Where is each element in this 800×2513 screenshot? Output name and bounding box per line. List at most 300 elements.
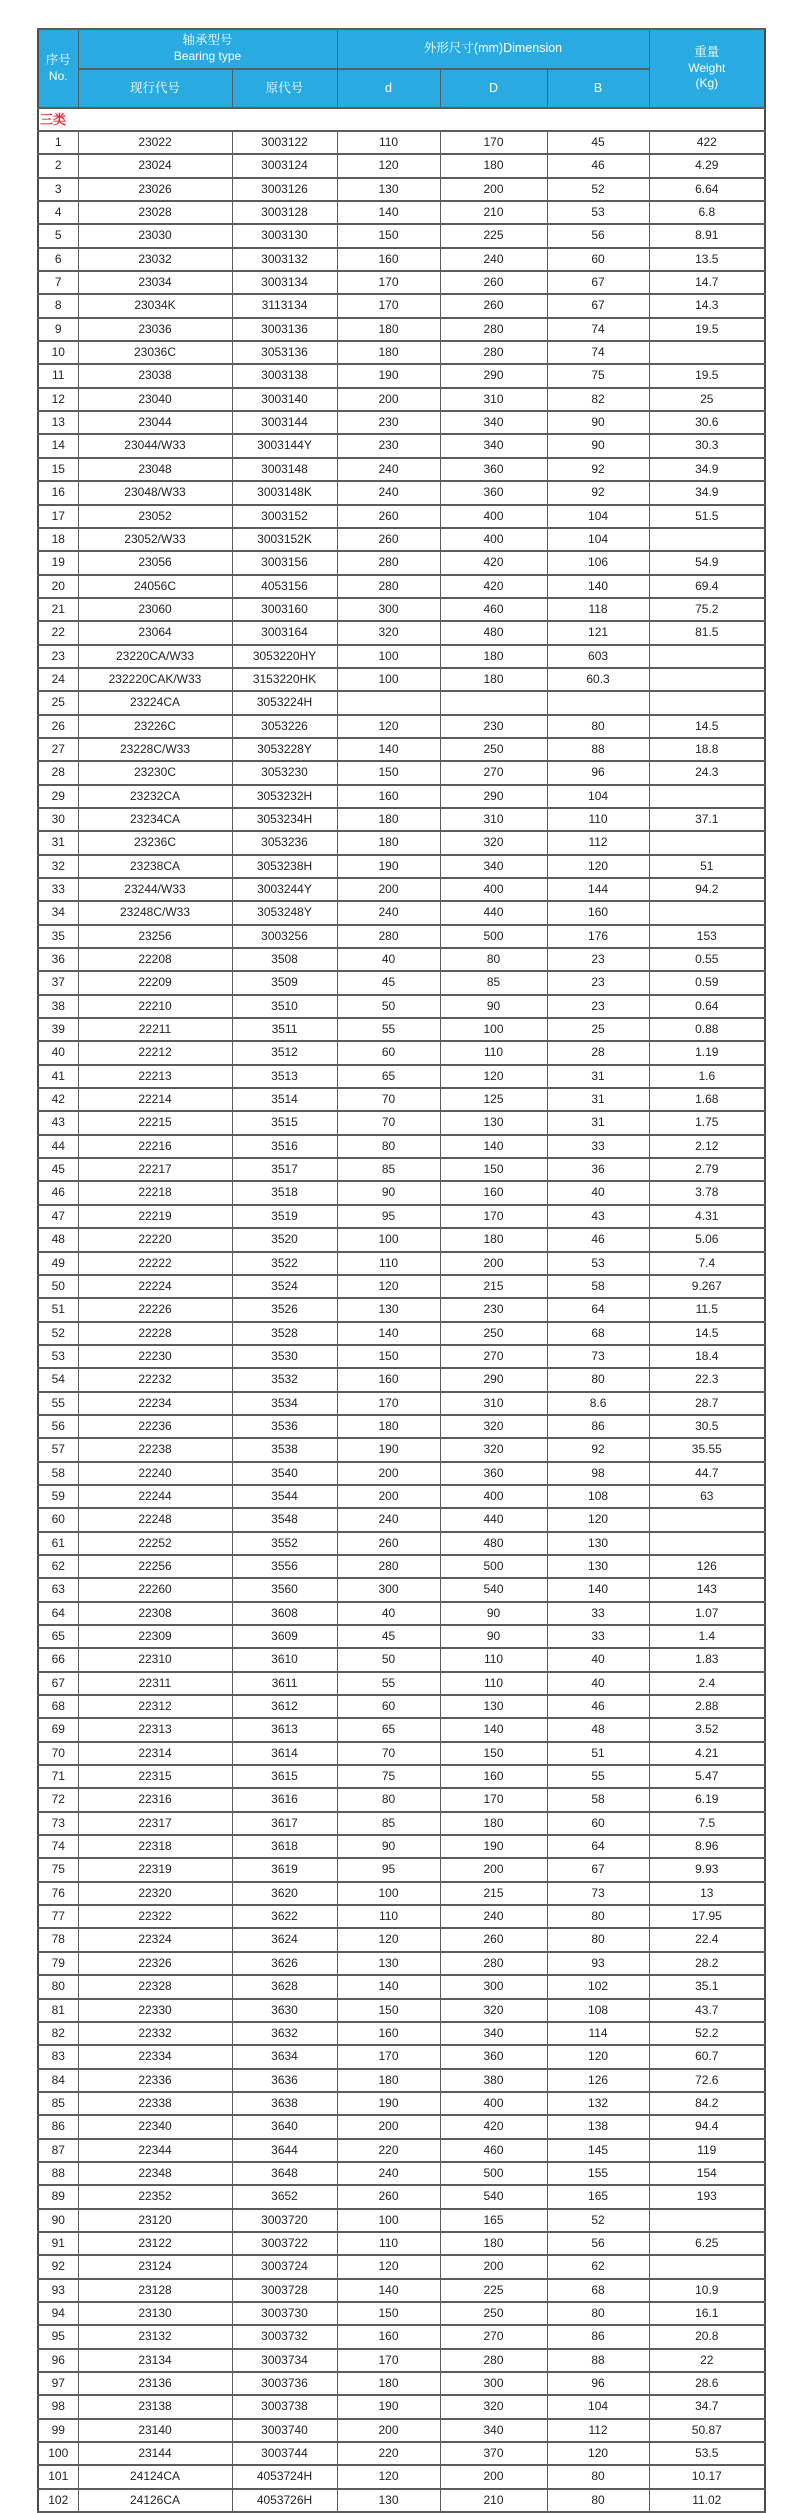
cell-original-code: 3053230 <box>232 761 337 784</box>
cell-weight: 24.3 <box>649 761 765 784</box>
cell-original-code: 3510 <box>232 995 337 1018</box>
cell-D: 310 <box>440 388 547 411</box>
table-row <box>38 411 765 434</box>
cell-no: 91 <box>38 2232 78 2255</box>
table-row <box>38 2302 765 2325</box>
cell-B: 8.6 <box>547 1392 649 1415</box>
table-body <box>38 108 765 2512</box>
cell-original-code: 3053232H <box>232 785 337 808</box>
table-row <box>38 1742 765 1765</box>
cell-B: 56 <box>547 2232 649 2255</box>
table-row <box>38 341 765 364</box>
cell-D: 310 <box>440 808 547 831</box>
table-row <box>38 2185 765 2208</box>
cell-weight: 4.31 <box>649 1205 765 1228</box>
cell-D: 110 <box>440 1672 547 1695</box>
cell-original-code: 3003720 <box>232 2209 337 2232</box>
cell-D: 360 <box>440 1462 547 1485</box>
cell-no: 11 <box>38 364 78 387</box>
cell-d: 100 <box>337 668 440 691</box>
cell-D: 320 <box>440 1438 547 1461</box>
cell-no: 75 <box>38 1858 78 1881</box>
header-weight-zh: 重量 <box>694 45 720 60</box>
cell-weight <box>649 645 765 668</box>
cell-no: 69 <box>38 1718 78 1741</box>
header-no <box>38 29 78 108</box>
cell-current-code: 23244/W33 <box>78 878 232 901</box>
header-B: B <box>547 69 649 108</box>
cell-no: 101 <box>38 2465 78 2488</box>
cell-d: 140 <box>337 1322 440 1345</box>
cell-D: 90 <box>440 995 547 1018</box>
cell-B: 80 <box>547 715 649 738</box>
table-row <box>38 1788 765 1811</box>
cell-D: 250 <box>440 2302 547 2325</box>
cell-original-code: 3548 <box>232 1508 337 1531</box>
cell-B: 31 <box>547 1111 649 1134</box>
cell-current-code: 22209 <box>78 971 232 994</box>
cell-D: 500 <box>440 925 547 948</box>
cell-no: 51 <box>38 1298 78 1321</box>
cell-weight: 2.4 <box>649 1672 765 1695</box>
cell-d: 170 <box>337 2349 440 2372</box>
cell-original-code: 3638 <box>232 2092 337 2115</box>
cell-original-code: 3528 <box>232 1322 337 1345</box>
cell-original-code: 3003734 <box>232 2349 337 2372</box>
cell-B: 80 <box>547 2489 649 2512</box>
cell-B: 60.3 <box>547 668 649 691</box>
cell-current-code: 24056C <box>78 575 232 598</box>
cell-original-code: 3003740 <box>232 2419 337 2442</box>
table-row <box>38 1928 765 1951</box>
cell-D: 210 <box>440 2489 547 2512</box>
table-row <box>38 178 765 201</box>
cell-current-code: 23124 <box>78 2255 232 2278</box>
cell-no: 100 <box>38 2442 78 2465</box>
table-row <box>38 271 765 294</box>
cell-weight: 28.6 <box>649 2372 765 2395</box>
cell-current-code: 22216 <box>78 1135 232 1158</box>
cell-d: 150 <box>337 224 440 247</box>
cell-current-code: 22311 <box>78 1672 232 1695</box>
cell-D: 400 <box>440 1485 547 1508</box>
cell-D: 100 <box>440 1018 547 1041</box>
cell-D: 250 <box>440 1322 547 1345</box>
cell-current-code: 22208 <box>78 948 232 971</box>
cell-B: 93 <box>547 1952 649 1975</box>
cell-original-code: 3515 <box>232 1111 337 1134</box>
table-row <box>38 1555 765 1578</box>
cell-D: 320 <box>440 2395 547 2418</box>
cell-original-code: 3003156 <box>232 551 337 574</box>
cell-D: 340 <box>440 411 547 434</box>
cell-d: 140 <box>337 1975 440 1998</box>
cell-weight: 52.2 <box>649 2022 765 2045</box>
cell-weight: 81.5 <box>649 621 765 644</box>
table-row <box>38 1065 765 1088</box>
cell-weight: 2.88 <box>649 1695 765 1718</box>
cell-D: 125 <box>440 1088 547 1111</box>
table-row <box>38 971 765 994</box>
cell-current-code: 23048/W33 <box>78 481 232 504</box>
cell-no: 94 <box>38 2302 78 2325</box>
cell-D: 240 <box>440 1905 547 1928</box>
cell-B: 96 <box>547 761 649 784</box>
cell-D: 370 <box>440 2442 547 2465</box>
cell-d: 95 <box>337 1205 440 1228</box>
cell-B: 46 <box>547 154 649 177</box>
cell-B: 74 <box>547 341 649 364</box>
cell-d: 160 <box>337 248 440 271</box>
cell-current-code: 22213 <box>78 1065 232 1088</box>
cell-weight: 14.5 <box>649 715 765 738</box>
cell-weight: 119 <box>649 2139 765 2162</box>
cell-original-code: 3518 <box>232 1181 337 1204</box>
cell-B: 80 <box>547 2302 649 2325</box>
cell-current-code: 22240 <box>78 1462 232 1485</box>
table-row <box>38 1438 765 1461</box>
cell-no: 66 <box>38 1648 78 1671</box>
cell-B: 92 <box>547 481 649 504</box>
cell-weight: 17.95 <box>649 1905 765 1928</box>
cell-B: 80 <box>547 1368 649 1391</box>
cell-B: 165 <box>547 2185 649 2208</box>
cell-current-code: 22214 <box>78 1088 232 1111</box>
cell-original-code: 3508 <box>232 948 337 971</box>
cell-D: 290 <box>440 364 547 387</box>
cell-weight: 25 <box>649 388 765 411</box>
cell-original-code: 3517 <box>232 1158 337 1181</box>
cell-D: 160 <box>440 1181 547 1204</box>
cell-current-code: 23134 <box>78 2349 232 2372</box>
cell-original-code: 3153220HK <box>232 668 337 691</box>
cell-B: 88 <box>547 2349 649 2372</box>
cell-B: 120 <box>547 855 649 878</box>
cell-B: 23 <box>547 948 649 971</box>
cell-no: 93 <box>38 2279 78 2302</box>
cell-B: 112 <box>547 2419 649 2442</box>
cell-no: 12 <box>38 388 78 411</box>
cell-current-code: 23044 <box>78 411 232 434</box>
cell-weight: 9.267 <box>649 1275 765 1298</box>
cell-B: 104 <box>547 785 649 808</box>
table-row <box>38 715 765 738</box>
cell-B: 90 <box>547 411 649 434</box>
cell-d: 200 <box>337 1462 440 1485</box>
cell-no: 82 <box>38 2022 78 2045</box>
cell-d: 55 <box>337 1672 440 1695</box>
cell-d: 240 <box>337 481 440 504</box>
table-row <box>38 1181 765 1204</box>
cell-current-code: 23032 <box>78 248 232 271</box>
header-bearing-type-zh: 轴承型号 <box>182 33 233 48</box>
cell-current-code: 22230 <box>78 1345 232 1368</box>
cell-original-code: 3053220HY <box>232 645 337 668</box>
cell-no: 19 <box>38 551 78 574</box>
cell-weight: 94.2 <box>649 878 765 901</box>
cell-original-code: 3509 <box>232 971 337 994</box>
cell-current-code: 22234 <box>78 1392 232 1415</box>
table-row <box>38 318 765 341</box>
cell-no: 3 <box>38 178 78 201</box>
cell-d: 240 <box>337 458 440 481</box>
cell-B: 120 <box>547 1508 649 1531</box>
cell-weight: 75.2 <box>649 598 765 621</box>
cell-d: 50 <box>337 995 440 1018</box>
cell-original-code: 3003130 <box>232 224 337 247</box>
cell-current-code: 22211 <box>78 1018 232 1041</box>
cell-D: 180 <box>440 645 547 668</box>
table-row <box>38 1205 765 1228</box>
cell-current-code: 22340 <box>78 2115 232 2138</box>
table-row <box>38 1999 765 2022</box>
cell-no: 97 <box>38 2372 78 2395</box>
table-row <box>38 2465 765 2488</box>
cell-d: 180 <box>337 831 440 854</box>
cell-no: 79 <box>38 1952 78 1975</box>
table-row <box>38 808 765 831</box>
cell-D: 400 <box>440 528 547 551</box>
table-row <box>38 2022 765 2045</box>
cell-D: 420 <box>440 551 547 574</box>
table-row <box>38 2255 765 2278</box>
cell-D: 280 <box>440 1952 547 1975</box>
cell-weight: 1.6 <box>649 1065 765 1088</box>
table-row <box>38 2395 765 2418</box>
cell-no: 35 <box>38 925 78 948</box>
table-row <box>38 458 765 481</box>
cell-d: 60 <box>337 1695 440 1718</box>
cell-d: 180 <box>337 808 440 831</box>
cell-B: 176 <box>547 925 649 948</box>
cell-B: 33 <box>547 1602 649 1625</box>
cell-no: 13 <box>38 411 78 434</box>
cell-original-code: 3003140 <box>232 388 337 411</box>
table-row <box>38 785 765 808</box>
table-row <box>38 2419 765 2442</box>
cell-current-code: 22324 <box>78 1928 232 1951</box>
cell-current-code: 22218 <box>78 1181 232 1204</box>
cell-weight <box>649 1532 765 1555</box>
cell-weight: 30.6 <box>649 411 765 434</box>
cell-d: 160 <box>337 2325 440 2348</box>
cell-B: 31 <box>547 1088 649 1111</box>
cell-current-code: 22334 <box>78 2045 232 2068</box>
cell-d: 240 <box>337 2162 440 2185</box>
cell-d: 75 <box>337 1765 440 1788</box>
cell-D: 260 <box>440 271 547 294</box>
cell-current-code: 22210 <box>78 995 232 1018</box>
cell-current-code: 23052 <box>78 505 232 528</box>
cell-no: 50 <box>38 1275 78 1298</box>
cell-D: 260 <box>440 294 547 317</box>
cell-d: 100 <box>337 2209 440 2232</box>
cell-weight: 2.79 <box>649 1158 765 1181</box>
table-row <box>38 248 765 271</box>
cell-weight <box>649 668 765 691</box>
cell-current-code: 23230C <box>78 761 232 784</box>
cell-original-code: 3534 <box>232 1392 337 1415</box>
cell-B: 68 <box>547 1322 649 1345</box>
cell-current-code: 23048 <box>78 458 232 481</box>
cell-D: 200 <box>440 2255 547 2278</box>
cell-weight: 9.93 <box>649 1858 765 1881</box>
cell-d: 130 <box>337 178 440 201</box>
cell-weight: 6.64 <box>649 178 765 201</box>
table-row <box>38 2325 765 2348</box>
cell-weight: 1.68 <box>649 1088 765 1111</box>
cell-current-code: 22317 <box>78 1812 232 1835</box>
cell-current-code: 22236 <box>78 1415 232 1438</box>
cell-current-code: 24124CA <box>78 2465 232 2488</box>
cell-no: 7 <box>38 271 78 294</box>
cell-D: 300 <box>440 1975 547 1998</box>
cell-weight: 10.9 <box>649 2279 765 2302</box>
cell-D: 500 <box>440 1555 547 1578</box>
table-row <box>38 201 765 224</box>
cell-original-code: 3512 <box>232 1041 337 1064</box>
cell-d: 70 <box>337 1742 440 1765</box>
cell-d: 280 <box>337 575 440 598</box>
cell-weight: 5.06 <box>649 1228 765 1251</box>
cell-weight: 53.5 <box>649 2442 765 2465</box>
cell-weight: 193 <box>649 2185 765 2208</box>
cell-d: 120 <box>337 715 440 738</box>
cell-D: 140 <box>440 1718 547 1741</box>
cell-d: 200 <box>337 2115 440 2138</box>
table-row <box>38 1602 765 1625</box>
cell-weight: 28.7 <box>649 1392 765 1415</box>
table-row <box>38 294 765 317</box>
cell-original-code: 3003722 <box>232 2232 337 2255</box>
cell-weight: 54.9 <box>649 551 765 574</box>
table-row <box>38 738 765 761</box>
cell-B: 108 <box>547 1485 649 1508</box>
cell-d: 160 <box>337 2022 440 2045</box>
cell-weight <box>649 831 765 854</box>
cell-weight: 14.5 <box>649 1322 765 1345</box>
cell-d: 260 <box>337 1532 440 1555</box>
cell-weight: 6.25 <box>649 2232 765 2255</box>
table-row <box>38 878 765 901</box>
cell-weight: 5.47 <box>649 1765 765 1788</box>
cell-D: 290 <box>440 785 547 808</box>
cell-D: 320 <box>440 1415 547 1438</box>
cell-weight <box>649 341 765 364</box>
table-row <box>38 1111 765 1134</box>
cell-no: 80 <box>38 1975 78 1998</box>
cell-D: 340 <box>440 2419 547 2442</box>
cell-weight: 22.4 <box>649 1928 765 1951</box>
cell-original-code: 3003256 <box>232 925 337 948</box>
cell-original-code: 3634 <box>232 2045 337 2068</box>
cell-D: 320 <box>440 1999 547 2022</box>
table-row <box>38 1345 765 1368</box>
cell-no: 49 <box>38 1252 78 1275</box>
cell-d: 120 <box>337 1275 440 1298</box>
cell-D: 380 <box>440 2069 547 2092</box>
cell-no: 17 <box>38 505 78 528</box>
cell-weight: 13 <box>649 1882 765 1905</box>
cell-current-code: 22228 <box>78 1322 232 1345</box>
cell-original-code: 3560 <box>232 1578 337 1601</box>
cell-original-code: 3520 <box>232 1228 337 1251</box>
cell-no: 96 <box>38 2349 78 2372</box>
cell-original-code: 3536 <box>232 1415 337 1438</box>
cell-weight <box>649 1508 765 1531</box>
cell-D: 180 <box>440 1812 547 1835</box>
cell-D: 180 <box>440 2232 547 2255</box>
cell-weight: 22 <box>649 2349 765 2372</box>
table-row <box>38 995 765 1018</box>
cell-weight: 18.4 <box>649 1345 765 1368</box>
cell-B: 106 <box>547 551 649 574</box>
cell-original-code: 3613 <box>232 1718 337 1741</box>
cell-current-code: 24126CA <box>78 2489 232 2512</box>
cell-d: 70 <box>337 1088 440 1111</box>
cell-current-code: 22344 <box>78 2139 232 2162</box>
cell-weight: 28.2 <box>649 1952 765 1975</box>
cell-original-code: 3538 <box>232 1438 337 1461</box>
cell-D: 150 <box>440 1158 547 1181</box>
cell-original-code: 3617 <box>232 1812 337 1835</box>
cell-d: 180 <box>337 2069 440 2092</box>
cell-no: 5 <box>38 224 78 247</box>
cell-D: 140 <box>440 1135 547 1158</box>
cell-current-code: 23034 <box>78 271 232 294</box>
cell-d: 110 <box>337 2232 440 2255</box>
cell-D: 340 <box>440 2022 547 2045</box>
cell-B: 108 <box>547 1999 649 2022</box>
cell-current-code: 22212 <box>78 1041 232 1064</box>
cell-no: 73 <box>38 1812 78 1835</box>
cell-original-code: 3614 <box>232 1742 337 1765</box>
cell-no: 64 <box>38 1602 78 1625</box>
cell-D: 400 <box>440 2092 547 2115</box>
table-row <box>38 2232 765 2255</box>
cell-D: 340 <box>440 434 547 457</box>
cell-B: 145 <box>547 2139 649 2162</box>
cell-weight: 6.8 <box>649 201 765 224</box>
cell-B: 33 <box>547 1135 649 1158</box>
cell-d: 260 <box>337 528 440 551</box>
cell-current-code: 23220CA/W33 <box>78 645 232 668</box>
cell-no: 88 <box>38 2162 78 2185</box>
cell-current-code: 22336 <box>78 2069 232 2092</box>
cell-B: 73 <box>547 1345 649 1368</box>
cell-D: 160 <box>440 1765 547 1788</box>
cell-original-code: 3003126 <box>232 178 337 201</box>
cell-current-code: 22220 <box>78 1228 232 1251</box>
cell-d: 190 <box>337 2395 440 2418</box>
table-row <box>38 691 765 714</box>
cell-weight: 154 <box>649 2162 765 2185</box>
cell-current-code: 23138 <box>78 2395 232 2418</box>
cell-original-code: 3619 <box>232 1858 337 1881</box>
cell-current-code: 22217 <box>78 1158 232 1181</box>
cell-B: 67 <box>547 1858 649 1881</box>
cell-weight: 51.5 <box>649 505 765 528</box>
cell-no: 38 <box>38 995 78 1018</box>
cell-B: 46 <box>547 1228 649 1251</box>
cell-d: 200 <box>337 878 440 901</box>
cell-d: 130 <box>337 2489 440 2512</box>
cell-D: 400 <box>440 878 547 901</box>
cell-D: 110 <box>440 1648 547 1671</box>
cell-weight: 94.4 <box>649 2115 765 2138</box>
cell-d: 140 <box>337 2279 440 2302</box>
table-row <box>38 2349 765 2372</box>
